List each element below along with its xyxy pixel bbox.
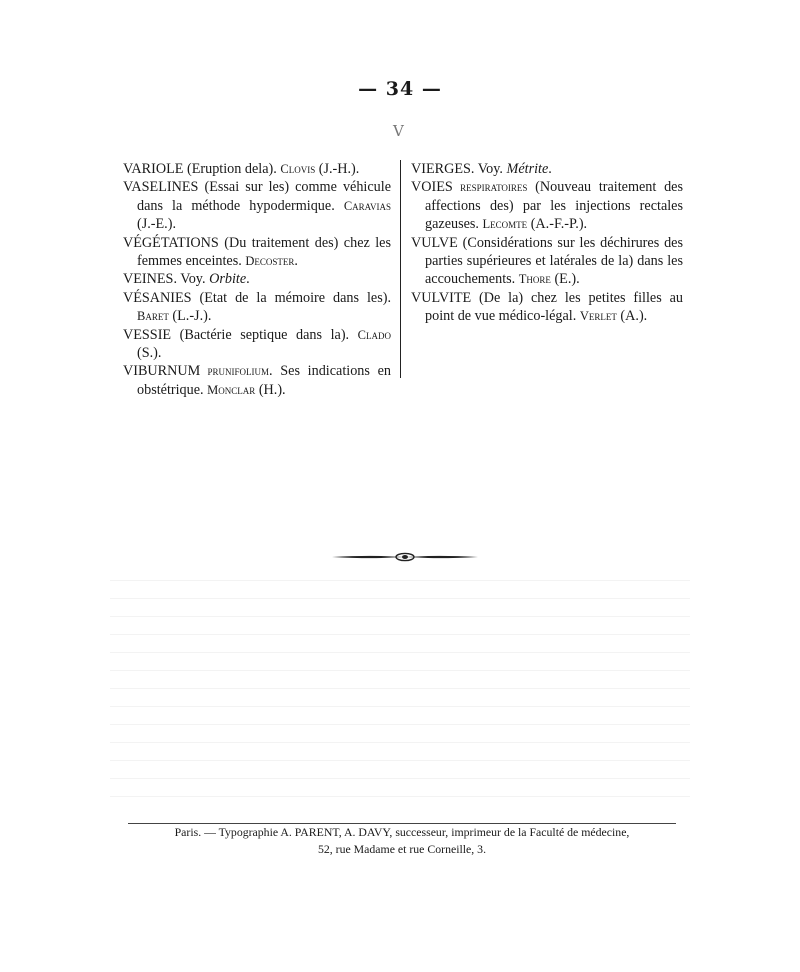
imprint-line: Paris. — Typographie A. PARENT, A. DAVY, successeur, imprimeur de la Faculté de médecine, [174, 825, 630, 839]
page-number: — 34 — [358, 78, 442, 100]
index-entry: VIBURNUM prunifolium. Ses indications en obstétrique. Monclar (H.). [123, 363, 391, 398]
signature-mark: V [393, 122, 404, 140]
index-entry: VOIES respiratoires (Nouveau traitement des affections des) par les injections rectales gazeuses. Lecomte (A.-F.-P.). [411, 179, 683, 233]
index-column-left [123, 160, 391, 399]
index-entry: VULVE (Considérations sur les déchirures des parties supérieures et latérales de la) dans les accouchements. Thore (E.). [411, 234, 683, 288]
column-divider [400, 160, 401, 378]
show-through-text [110, 580, 690, 810]
index-column-right [411, 160, 683, 326]
index-entry: VASELINES (Essai sur les) comme véhicule dans la méthode hypodermique. Caravias (J.-E.). [123, 179, 391, 233]
index-entry: VARIOLE (Eruption dela). Clovis (J.-H.). [123, 161, 360, 177]
index-entry: VÉGÉTATIONS (Du traitement des) chez les femmes enceintes. Decoster. [123, 234, 391, 270]
ornamental-divider [330, 551, 480, 563]
index-entry: VEINES. Voy. Orbite. [123, 271, 250, 288]
imprint-line: 52, rue Madame et rue Corneille, 3. [317, 842, 487, 856]
index-entry: VIERGES. Voy. Métrite. [411, 161, 552, 177]
index-entry: VÉSANIES (Etat de la mémoire dans les). Baret (L.-J.). [123, 289, 391, 325]
printer-imprint [120, 824, 684, 858]
index-entry: VESSIE (Bactérie septique dans la). Clado (S.). [123, 326, 391, 362]
index-entry: VULVITE (De la) chez les petites filles au point de vue médico-légal. Verlet (A.). [411, 289, 683, 325]
